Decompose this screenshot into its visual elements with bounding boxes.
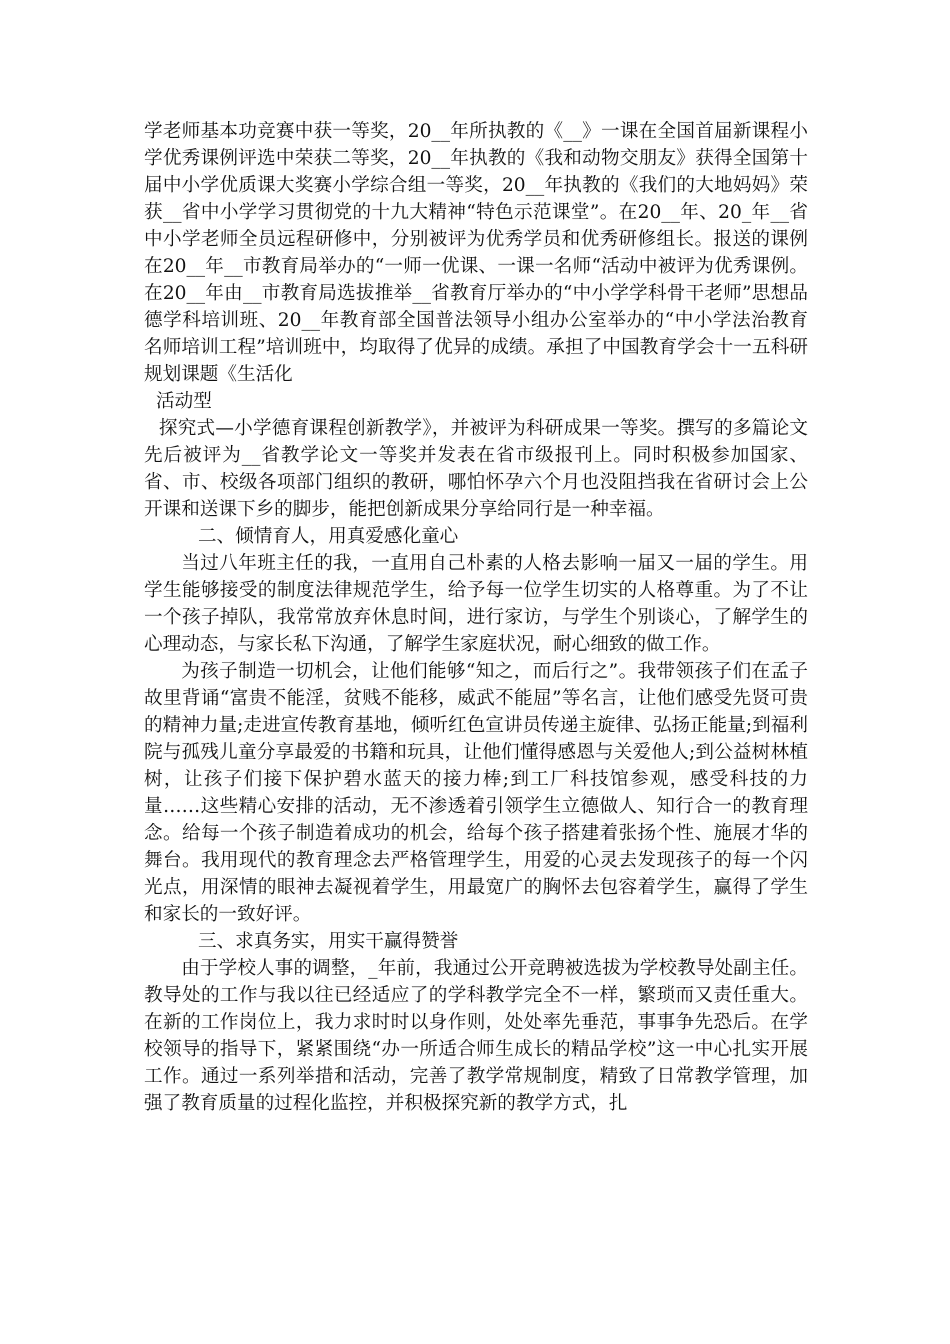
paragraph-awards: 学老师基本功竞赛中获一等奖，20__年所执教的《__》一课在全国首届新课程小学优秀课例评选中荣获二等奖，20__年执教的《我和动物交朋友》获得全国第十届中小学优质课大奖赛小学综合组一等奖，20__年执教的《我们的大地妈妈》荣获__省中小学学习贯彻党的十九大精神“特色示范课堂”。在20__年、20_年__省中小学老师全员远程研修中，分别被评为优秀学员和优秀研修组长。报送的课例在20__年__市教育局举办的“一师一优课、一课一名师“活动中被评为优秀课例。在20__年由__市教育局选拔推举__省教育厅举办的“中小学学科骨干老师”思想品德学科培训班、20__年教育部全国普法领导小组办公室举办的“中小学法治教育名师培训工程”培训班中，均取得了优异的成绩。承担了中国教育学会十一五科研规划课题《生活化 xyxy=(144,121,808,385)
section-heading-2: 二、倾情育人，用真爱感化童心 xyxy=(197,526,459,547)
paragraph-fragment: 活动型 xyxy=(156,391,212,412)
paragraph-research: 探究式—小学德育课程创新教学》，并被评为科研成果一等奖。撰写的多篇论文先后被评为__省教学论文一等奖并发表在省市级报刊上。同时积极参加国家、省、市、校级各项部门组织的教研，哪怕怀孕六个月也没阻挡我在省研讨会上公开课和送课下乡的脚步，能把创新成果分享给同行是一种幸福。 xyxy=(144,418,808,520)
document-page xyxy=(144,118,808,1117)
paragraph-opportunities: 为孩子制造一切机会，让他们能够“知之，而后行之”。我带领孩子们在孟子故里背诵“富贵不能淫，贫贱不能移，威武不能屈”等名言，让他们感受先贤可贵的精神力量;走进宣传教育基地，倾听红色宣讲员传递主旋律、弘扬正能量;到福利院与孤残儿童分享最爱的书籍和玩具，让他们懂得感恩与关爱他人;到公益树林植树，让孩子们接下保护碧水蓝天的接力棒;到工厂科技馆参观，感受科技的力量……这些精心安排的活动，无不渗透着引领学生立德做人、知行合一的教育理念。给每一个孩子制造着成功的机会，给每个孩子搭建着张扬个性、施展才华的舞台。我用现代的教育理念去严格管理学生，用爱的心灵去发现孩子的每一个闪光点，用深情的眼神去凝视着学生，用最宽广的胸怀去包容着学生，赢得了学生和家长的一致好评。 xyxy=(144,661,808,925)
paragraph-head-teacher: 当过八年班主任的我，一直用自己朴素的人格去影响一届又一届的学生。用学生能够接受的制度法律规范学生，给予每一位学生切实的人格尊重。为了不让一个孩子掉队，我常常放弃休息时间，进行家访，与学生个别谈心，了解学生的心理动态，与家长私下沟通，了解学生家庭状况，耐心细致的做工作。 xyxy=(144,553,808,655)
section-heading-3: 三、求真务实，用实干赢得赞誉 xyxy=(197,931,459,952)
paragraph-teaching-office: 由于学校人事的调整，_年前，我通过公开竞聘被选拔为学校教导处副主任。教导处的工作与我以往已经适应了的学科教学完全不一样，繁琐而又责任重大。在新的工作岗位上，我力求时时以身作则，处处率先垂范，事事争先恐后。在学校领导的指导下，紧紧围绕“办一所适合师生成长的精品学校”这一中心扎实开展工作。通过一系列举措和活动，完善了教学常规制度，精致了日常教学管理，加强了教育质量的过程化监控，并积极探究新的教学方式，扎 xyxy=(144,958,808,1114)
